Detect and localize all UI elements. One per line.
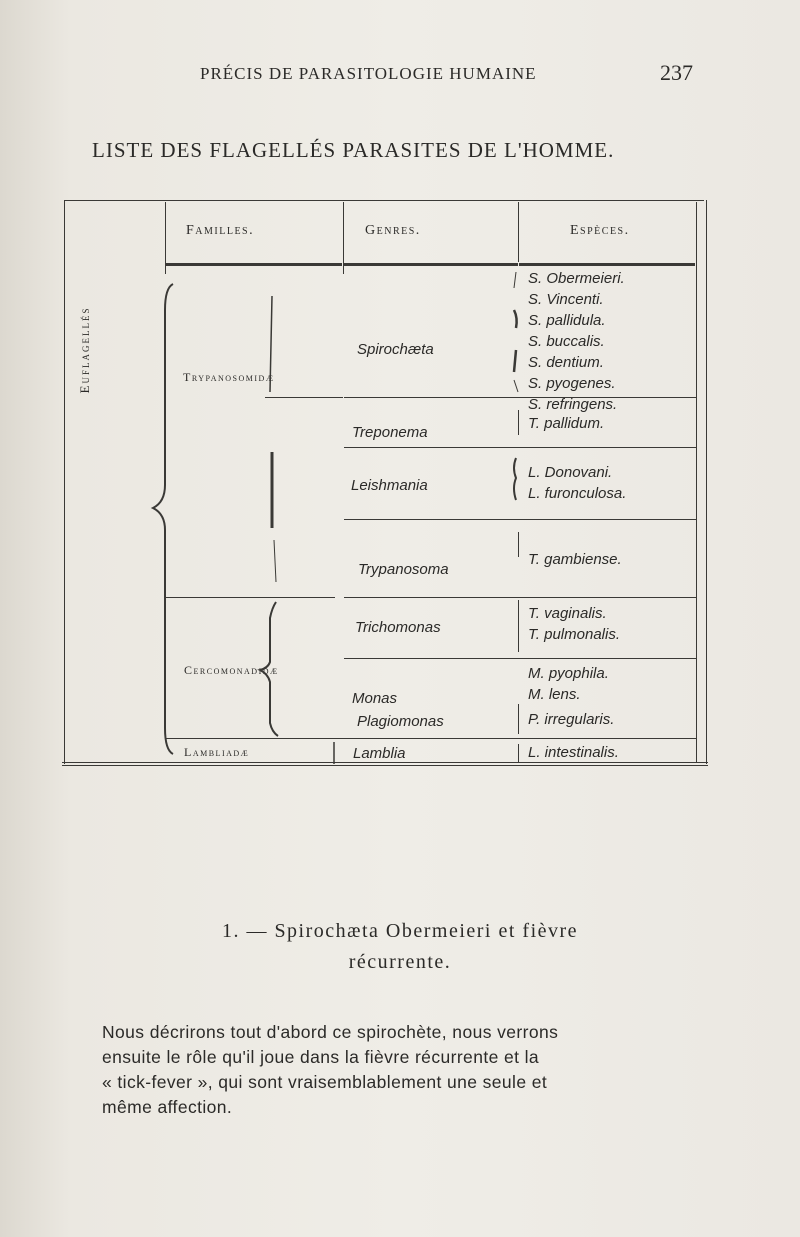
genus-plagiomonas: Plagiomonas: [357, 713, 444, 730]
table-right-rule: [706, 200, 707, 764]
table-inner-right-rule: [696, 202, 697, 762]
family-brace-trypanosomidae: [250, 292, 280, 592]
header-genres: Genres.: [365, 223, 421, 238]
family-trypanosomidae: Trypanosomidæ: [183, 370, 275, 384]
genus-monas: Monas: [352, 690, 398, 707]
species-item: M. pyophila.: [528, 665, 609, 682]
species-list-monas: [528, 663, 609, 705]
species-item: S. buccalis.: [528, 333, 605, 350]
col-rule: [518, 532, 519, 557]
species-list-trichomonas: [528, 603, 620, 645]
page-title: LISTE DES FLAGELLÉS PARASITES DE L'HOMME.: [92, 138, 615, 162]
genus-treponema: Treponema: [352, 424, 428, 441]
col-rule: [518, 202, 519, 262]
species-item: L. Donovani.: [528, 464, 613, 481]
header-underline: [166, 263, 342, 266]
species-list-leishmania: [528, 462, 626, 504]
species-list-treponema: [528, 413, 604, 434]
family-lambliadae: Lambliadæ: [184, 745, 250, 759]
species-item: T. pulmonalis.: [528, 626, 620, 643]
genus-lamblia: Lamblia: [353, 745, 406, 762]
species-list-trypanosoma: [528, 549, 622, 570]
species-item: S. refringens.: [528, 396, 618, 413]
running-head: PRÉCIS DE PARASITOLOGIE HUMAINE: [200, 64, 537, 83]
table-left-rule: [64, 200, 65, 764]
row-rule: [344, 658, 696, 659]
section-heading-line1: 1. — Spirochæta Obermeieri et fièvre: [221, 920, 579, 942]
species-item: S. pyogenes.: [528, 375, 616, 392]
row-rule: [344, 597, 696, 598]
species-item: P. irregularis.: [528, 711, 615, 728]
species-list-spirochaeta: [528, 268, 625, 415]
genus-brace-leishmania: [508, 456, 524, 506]
family-brace-cercomonadidae: [250, 598, 280, 738]
header-especes: Espèces.: [570, 223, 630, 238]
page-number: 237: [660, 60, 693, 85]
row-rule: [344, 447, 696, 448]
genus-spirochaeta: Spirochæta: [357, 341, 434, 358]
species-item: S. pallidula.: [528, 312, 606, 329]
paragraph-line: Nous décrirons tout d'abord ce spirochète, nous verrons: [102, 1022, 559, 1042]
row-rule: [344, 738, 696, 739]
header-underline: [344, 263, 518, 266]
species-list-lamblia: [528, 742, 619, 763]
family-brace-lambliadae: [330, 742, 340, 764]
col-rule: [518, 600, 519, 652]
genus-trichomonas: Trichomonas: [355, 619, 441, 636]
col-rule: [518, 704, 519, 734]
col-rule: [518, 744, 519, 762]
genus-leishmania: Leishmania: [351, 477, 428, 494]
species-item: T. gambiense.: [528, 551, 622, 568]
species-list-plagiomonas: [528, 709, 614, 730]
section-heading-line2: récurrente.: [348, 951, 452, 973]
species-item: M. lens.: [528, 686, 581, 703]
col-rule: [518, 410, 519, 435]
genus-trypanosoma: Trypanosoma: [358, 561, 449, 578]
body-paragraph: [102, 1020, 682, 1120]
species-item: L. furonculosa.: [528, 485, 627, 502]
row-rule: [344, 519, 696, 520]
paragraph-line: même affection.: [102, 1097, 233, 1117]
paragraph-line: ensuite le rôle qu'il joue dans la fièvre récurrente et la: [102, 1047, 540, 1067]
table-top-rule: [64, 200, 704, 201]
header-underline: [519, 263, 695, 266]
species-item: S. Obermeieri.: [528, 270, 625, 287]
genus-brace-spirochaeta: [508, 268, 524, 396]
table-bottom-rule-double: [62, 765, 708, 766]
family-cercomonadidae: Cercomonadidæ: [184, 663, 279, 677]
species-item: S. dentium.: [528, 354, 604, 371]
order-label: Euflagellés: [77, 306, 92, 394]
row-rule: [344, 397, 696, 398]
order-brace: [145, 280, 175, 760]
paragraph-line: « tick-fever », qui sont vraisemblablement une seule et: [102, 1072, 548, 1092]
species-item: L. intestinalis.: [528, 744, 619, 761]
species-item: T. pallidum.: [528, 415, 605, 432]
species-item: S. Vincenti.: [528, 291, 604, 308]
header-familles: Familles.: [186, 223, 255, 238]
species-item: T. vaginalis.: [528, 605, 607, 622]
